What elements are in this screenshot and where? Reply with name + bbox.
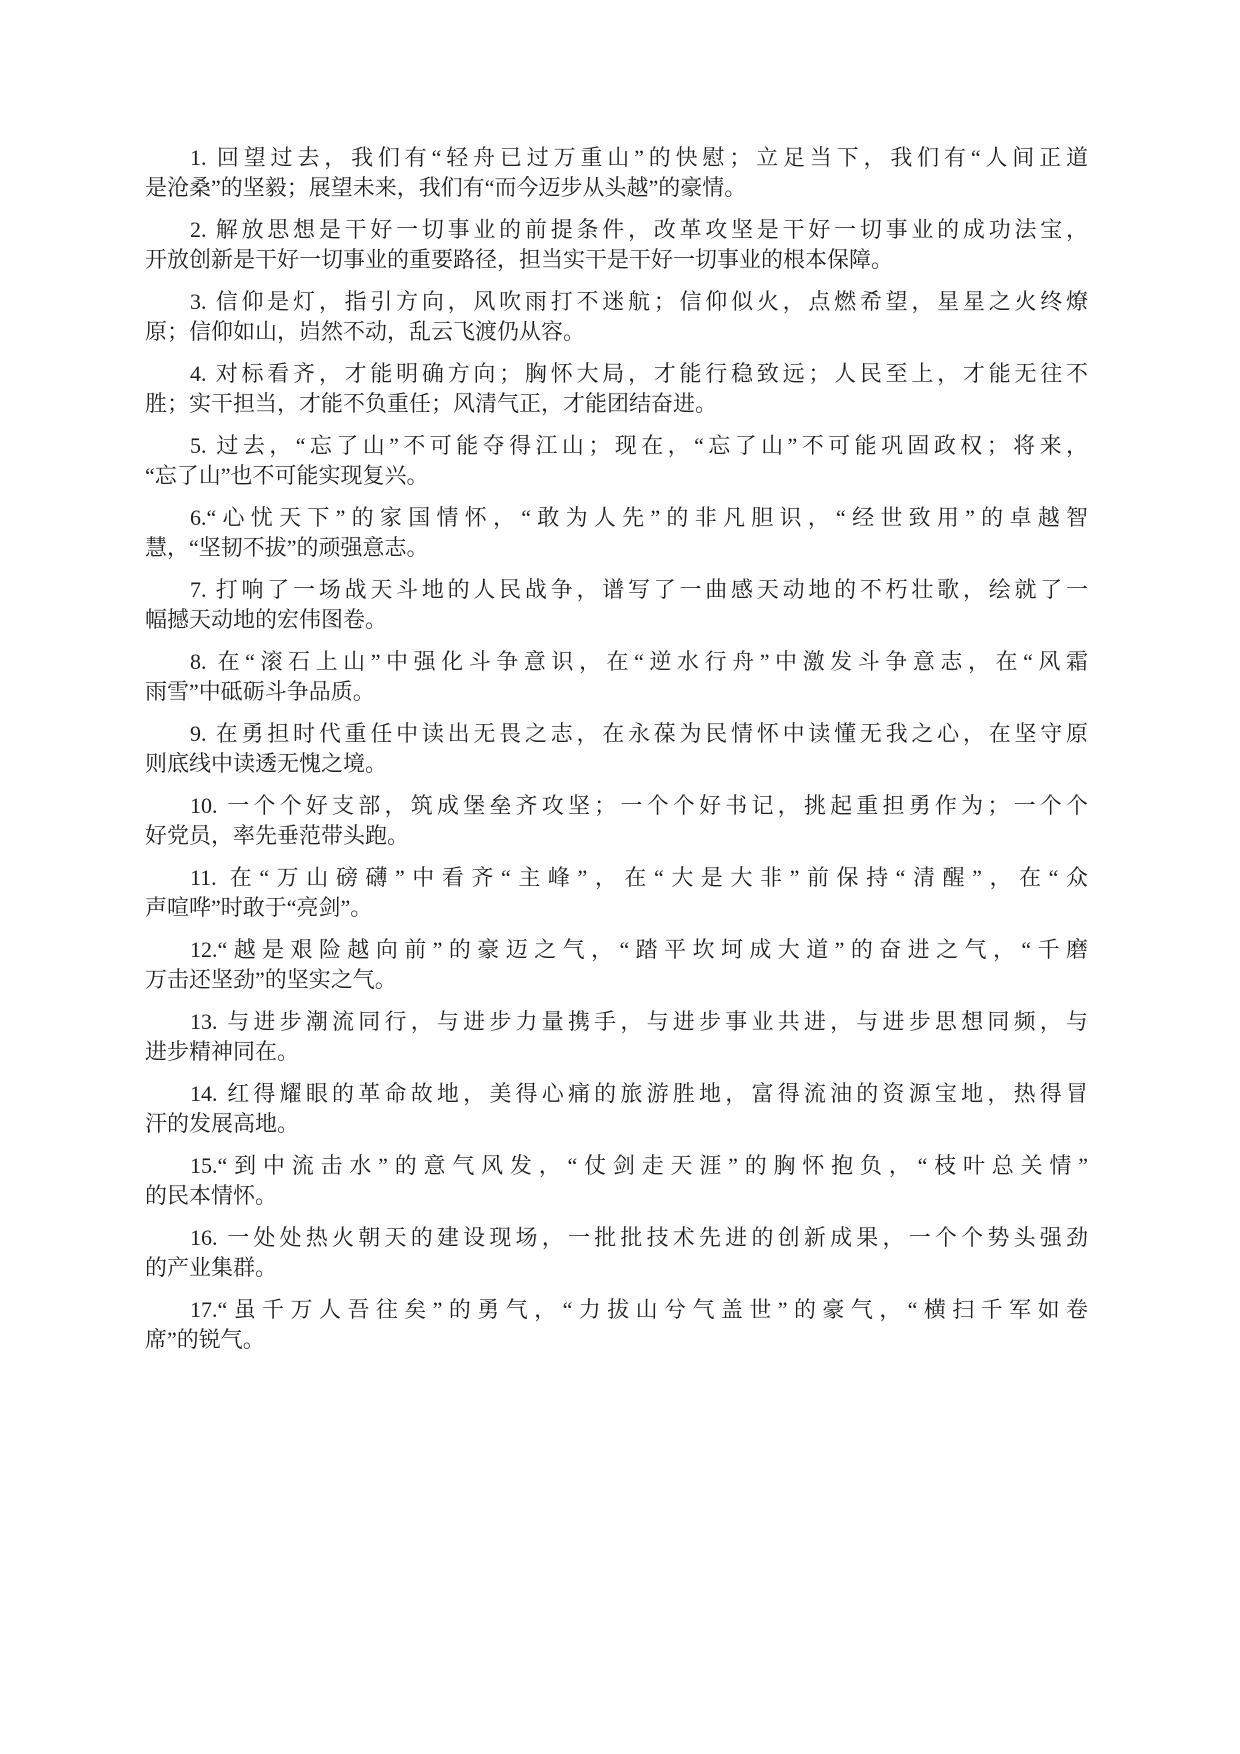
paragraph-line: 开放创新是干好一切事业的重要路径，担当实干是干好一切事业的根本保障。 [145,247,894,272]
paragraph-10 [145,791,1088,851]
paragraph-15 [145,1151,1088,1211]
paragraph-line: 汗的发展高地。 [145,1111,300,1136]
paragraph-5 [145,431,1088,491]
paragraph-line: 13. 与进步潮流同行，与进步力量携手，与进步事业共进，与进步思想同频，与 [190,1009,1088,1034]
paragraph-4 [145,359,1088,419]
paragraph-line: 则底线中读透无愧之境。 [145,751,388,776]
paragraph-line: 胜；实干担当，才能不负重任；风清气正，才能团结奋进。 [145,391,718,416]
paragraph-line: 是沧桑”的坚毅；展望未来，我们有“而今迈步从头越”的豪情。 [145,175,747,200]
paragraph-line: 11. 在“万山磅礴”中看齐“主峰”，在“大是大非”前保持“清醒”，在“众 [190,865,1088,890]
paragraph-line: 进步精神同在。 [145,1039,300,1064]
paragraph-line: 10. 一个个好支部，筑成堡垒齐攻坚；一个个好书记，挑起重担勇作为；一个个 [190,793,1088,818]
paragraph-line: 1. 回望过去，我们有“轻舟已过万重山”的快慰；立足当下，我们有“人间正道 [190,145,1088,170]
paragraph-line: 声喧哗”时敢于“亮剑”。 [145,895,373,920]
paragraph-17 [145,1295,1088,1355]
paragraph-line: 16. 一处处热火朝天的建设现场，一批批技术先进的创新成果，一个个势头强劲 [190,1225,1088,1250]
paragraph-line: 17.“虽千万人吾往矣”的勇气，“力拔山兮气盖世”的豪气，“横扫千军如卷 [190,1297,1088,1322]
paragraph-line: 2. 解放思想是干好一切事业的前提条件，改革攻坚是干好一切事业的成功法宝， [190,217,1088,242]
paragraph-line: 12.“越是艰险越向前”的豪迈之气，“踏平坎坷成大道”的奋进之气，“千磨 [190,937,1088,962]
paragraph-line: 原；信仰如山，岿然不动，乱云飞渡仍从容。 [145,319,586,344]
paragraph-13 [145,1007,1088,1067]
paragraph-11 [145,863,1088,923]
paragraph-line: 4. 对标看齐，才能明确方向；胸怀大局，才能行稳致远；人民至上，才能无往不 [190,361,1088,386]
paragraph-line: 好党员，率先垂范带头跑。 [145,823,410,848]
paragraph-line: 6.“心忧天下”的家国情怀，“敢为人先”的非凡胆识，“经世致用”的卓越智 [190,505,1088,530]
paragraph-line: 15.“到中流击水”的意气风发，“仗剑走天涯”的胸怀抱负，“枝叶总关情” [190,1153,1088,1178]
paragraph-line: 的民本情怀。 [145,1183,278,1208]
paragraph-line: 14. 红得耀眼的革命故地，美得心痛的旅游胜地，富得流油的资源宝地，热得冒 [190,1081,1088,1106]
document-page [145,143,1088,1367]
paragraph-12 [145,935,1088,995]
paragraph-line: 幅撼天动地的宏伟图卷。 [145,607,388,632]
paragraph-line: 3. 信仰是灯，指引方向，风吹雨打不迷航；信仰似火，点燃希望，星星之火终燎 [190,289,1088,314]
paragraph-line: 的产业集群。 [145,1255,278,1280]
paragraph-3 [145,287,1088,347]
paragraph-line: 7. 打响了一场战天斗地的人民战争，谱写了一曲感天动地的不朽壮歌，绘就了一 [190,577,1088,602]
paragraph-line: 8. 在“滚石上山”中强化斗争意识，在“逆水行舟”中激发斗争意志，在“风霜 [190,649,1088,674]
paragraph-8 [145,647,1088,707]
paragraph-line: 慧，“坚韧不拔”的顽强意志。 [145,535,429,560]
paragraph-14 [145,1079,1088,1139]
paragraph-line: 万击还坚劲”的坚实之气。 [145,967,397,992]
paragraph-6 [145,503,1088,563]
paragraph-line: 席”的锐气。 [145,1327,265,1352]
paragraph-line: 9. 在勇担时代重任中读出无畏之志，在永葆为民情怀中读懂无我之心，在坚守原 [190,721,1088,746]
paragraph-line: 雨雪”中砥砺斗争品质。 [145,679,375,704]
paragraph-16 [145,1223,1088,1283]
paragraph-1 [145,143,1088,203]
paragraph-2 [145,215,1088,275]
paragraph-line: “忘了山”也不可能实现复兴。 [145,463,429,488]
paragraph-9 [145,719,1088,779]
paragraph-line: 5. 过去，“忘了山”不可能夺得江山；现在，“忘了山”不可能巩固政权；将来， [190,433,1088,458]
paragraph-7 [145,575,1088,635]
